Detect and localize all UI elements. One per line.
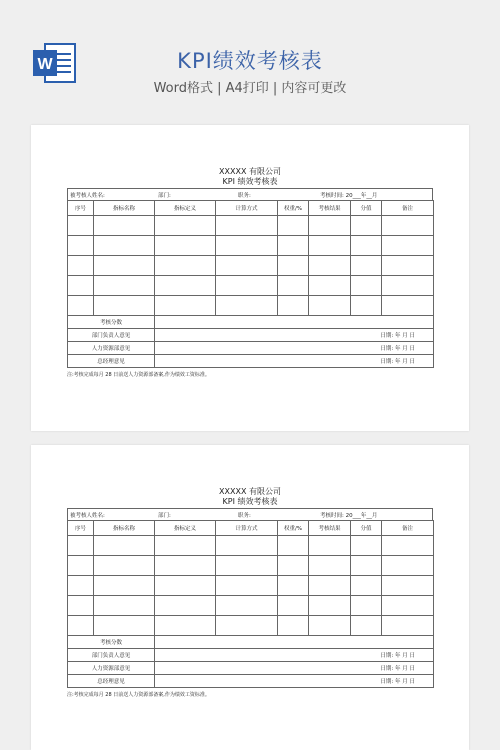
score-label: 考核分数 [68, 316, 155, 329]
table-row [68, 296, 434, 316]
table-header-row [68, 521, 434, 536]
form-note: 注:考核完成每月 28 日前送人力资源部备案,作为绩效工资标准。 [67, 692, 210, 698]
opinion-label: 部门负责人意见 [68, 649, 155, 662]
score-row [68, 316, 434, 329]
form-title: KPI 绩效考核表 [222, 497, 278, 506]
info-bar [67, 508, 433, 520]
table-row [68, 216, 434, 236]
time-label: 考核时间: 20___年__月 [320, 513, 378, 519]
opinion-row [68, 675, 434, 688]
opinion-label: 总经理意见 [68, 355, 155, 368]
col-header: 计算方式 [216, 521, 278, 536]
kpi-form [67, 167, 433, 378]
name-label: 被考核人姓名: [70, 513, 105, 519]
opinion-row [68, 342, 434, 355]
table-row [68, 576, 434, 596]
time-label: 考核时间: 20___年__月 [320, 193, 378, 199]
kpi-form [67, 487, 433, 698]
col-header: 备注 [382, 521, 434, 536]
opinion-label: 人力资源部意见 [68, 662, 155, 675]
table-header-row [68, 201, 434, 216]
position-label: 职务: [238, 193, 251, 199]
opinion-date: 日期: 年 月 日 [155, 675, 434, 688]
info-bar [67, 188, 433, 200]
col-header: 考核结果 [309, 521, 351, 536]
dept-label: 部门: [158, 193, 171, 199]
opinion-date: 日期: 年 月 日 [155, 662, 434, 675]
col-header: 权重/% [278, 201, 309, 216]
col-header: 序号 [68, 521, 94, 536]
col-header: 权重/% [278, 521, 309, 536]
col-header: 分值 [351, 521, 382, 536]
col-header: 指标定义 [155, 521, 216, 536]
col-header: 备注 [382, 201, 434, 216]
opinion-label: 部门负责人意见 [68, 329, 155, 342]
col-header: 指标名称 [94, 201, 155, 216]
header [0, 0, 500, 110]
table-row [68, 276, 434, 296]
col-header: 分值 [351, 201, 382, 216]
document-page-1 [31, 125, 469, 431]
kpi-table [67, 200, 434, 368]
table-row [68, 556, 434, 576]
page-subtitle: Word格式 | A4打印 | 内容可更改 [153, 81, 347, 96]
table-row [68, 236, 434, 256]
form-title: KPI 绩效考核表 [222, 177, 278, 186]
table-row [68, 536, 434, 556]
score-label: 考核分数 [68, 636, 155, 649]
opinion-date: 日期: 年 月 日 [155, 342, 434, 355]
position-label: 职务: [238, 513, 251, 519]
col-header: 指标定义 [155, 201, 216, 216]
opinion-date: 日期: 年 月 日 [155, 329, 434, 342]
kpi-table [67, 520, 434, 688]
opinion-row [68, 649, 434, 662]
opinion-row [68, 662, 434, 675]
col-header: 指标名称 [94, 521, 155, 536]
dept-label: 部门: [158, 513, 171, 519]
document-page-2 [31, 445, 469, 750]
company-name: XXXXX 有限公司 [219, 167, 281, 176]
table-row [68, 596, 434, 616]
logo-letter: W [37, 56, 53, 73]
opinion-date: 日期: 年 月 日 [155, 649, 434, 662]
table-row [68, 256, 434, 276]
col-header: 考核结果 [309, 201, 351, 216]
opinion-row [68, 329, 434, 342]
col-header: 序号 [68, 201, 94, 216]
col-header: 计算方式 [216, 201, 278, 216]
opinion-row [68, 355, 434, 368]
page-title: KPI绩效考核表 [177, 49, 323, 73]
opinion-label: 人力资源部意见 [68, 342, 155, 355]
opinion-label: 总经理意见 [68, 675, 155, 688]
score-row [68, 636, 434, 649]
name-label: 被考核人姓名: [70, 193, 105, 199]
opinion-date: 日期: 年 月 日 [155, 355, 434, 368]
form-note: 注:考核完成每月 28 日前送人力资源部备案,作为绩效工资标准。 [67, 372, 210, 378]
company-name: XXXXX 有限公司 [219, 487, 281, 496]
table-row [68, 616, 434, 636]
